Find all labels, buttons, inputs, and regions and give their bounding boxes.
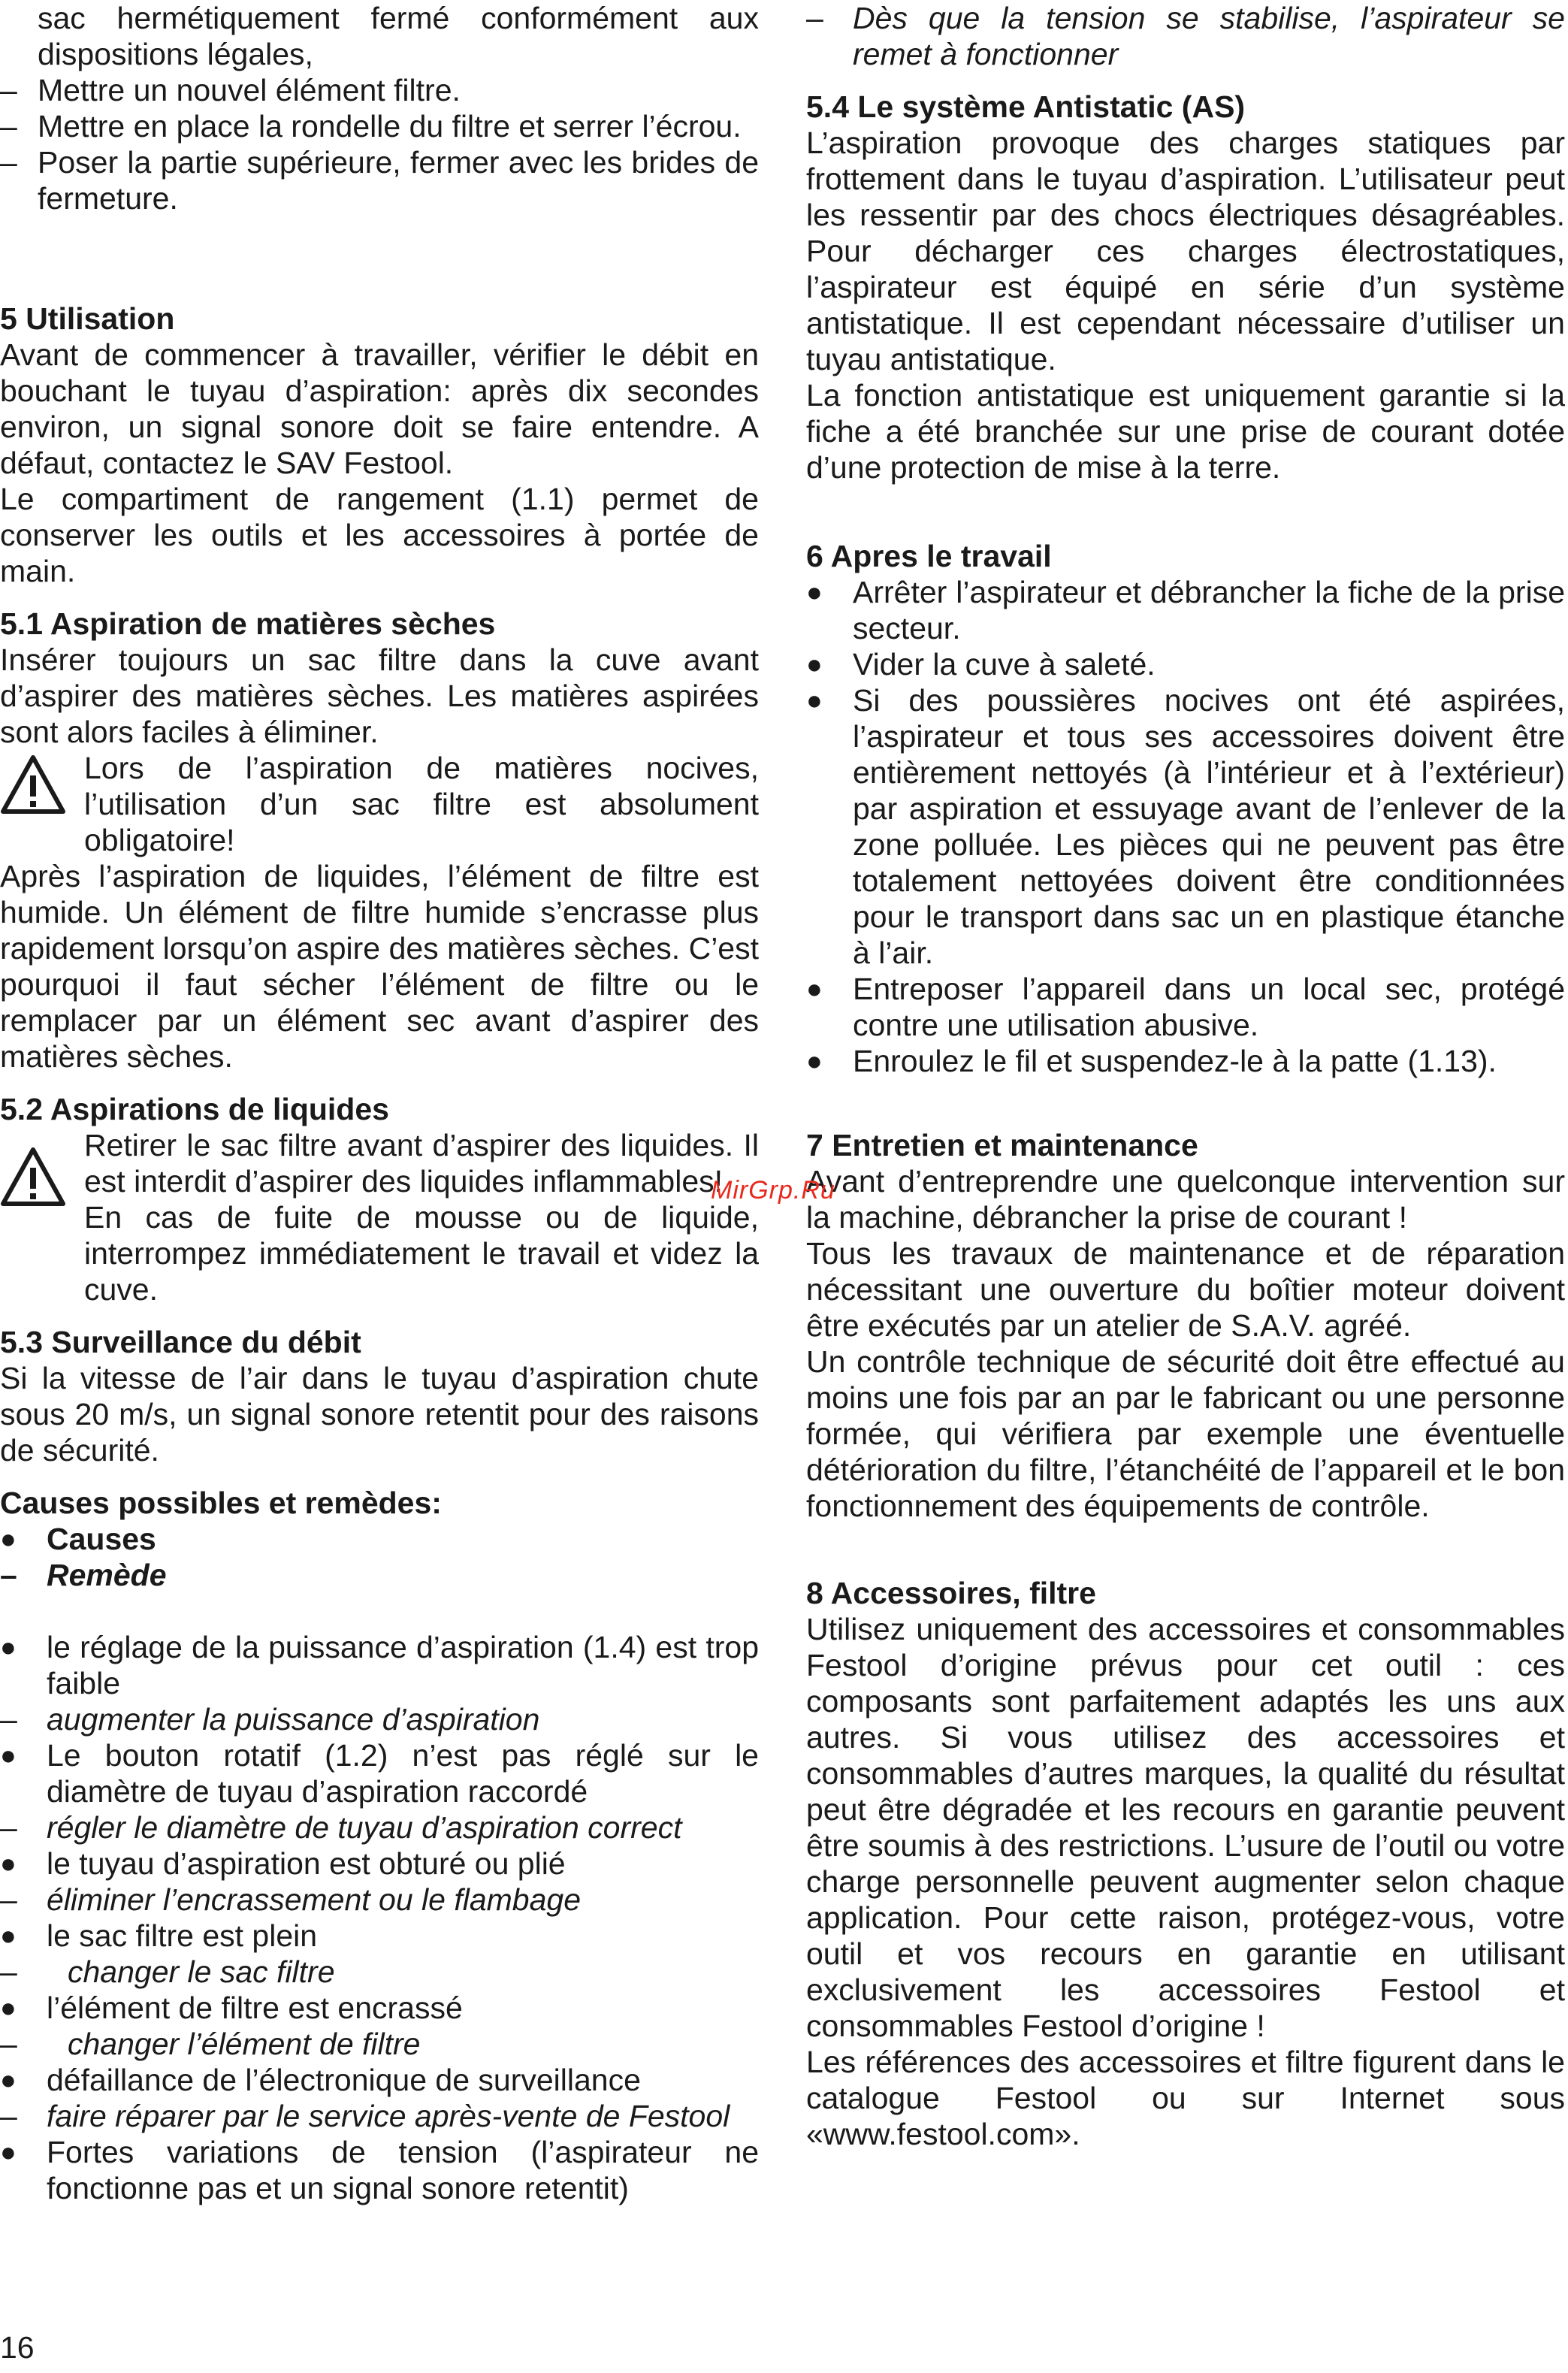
section-5-3-paragraph: Si la vitesse de l’air dans le tuyau d’aspiration chute sous 20 m/s, un signal sonore retentit pour des raisons de sécurité. <box>0 1361 759 1468</box>
cause-item: ● le sac filtre est plein <box>0 1918 759 1954</box>
section-7-paragraph: Avant d’entreprendre une quelconque intervention sur la machine, débrancher la prise de courant ! <box>806 1164 1565 1235</box>
list-item: ● Enroulez le fil et suspendez-le à la patte (1.13). <box>806 1043 1565 1079</box>
remedy-item: – augmenter la puissance d’aspiration <box>0 1701 759 1737</box>
intro-step: – Poser la partie supérieure, fermer avec les brides de fermeture. <box>0 144 759 216</box>
section-7-paragraph: Tous les travaux de maintenance et de réparation nécessitant une ouverture du boîtier moteur doivent être exécutés par un atelier de S.A.V. agréé. <box>806 1236 1565 1343</box>
section-7-paragraph: Un contrôle technique de sécurité doit être effectué au moins une fois par an par le fabricant ou une personne formée, qui vérifiera par exemple une éventuelle détérioration du filtre, l’étanchéité de l’appareil et le bon fonctionnement des équipements de contrôle. <box>806 1344 1565 1523</box>
section-7-title: 7 Entretien et maintenance <box>806 1128 1198 1162</box>
cause-item: ● l’élément de filtre est encrassé <box>0 1990 759 2026</box>
remedy-item: – Dès que la tension se stabilise, l’aspirateur se remet à fonctionner <box>806 0 1565 72</box>
causes-title: Causes possibles et remèdes: <box>0 1486 442 1520</box>
section-5-4-paragraph: L’aspiration provoque des charges statiques par frottement dans le tuyau d’aspiration. L’utilisateur peut les ressentir par des chocs électriques désagréables. Pour décharger ces charges électrostatiques, l’aspirateur est équipé en série d’un système antistatique. Il est cependant nécessaire d’utiliser un tuyau antistatique. <box>806 125 1565 376</box>
remedy-item: – faire réparer par le service après-vente de Festool <box>0 2098 759 2134</box>
right-column <box>806 0 1565 2152</box>
warning-block <box>0 1127 759 1307</box>
list-item: ● Vider la cuve à saleté. <box>806 646 1565 682</box>
legend-causes: ● Causes <box>0 1521 759 1557</box>
section-5-4-paragraph: La fonction antistatique est uniquement garantie si la fiche a été branchée sur une prise de courant dotée d’une protection de mise à la terre. <box>806 378 1565 485</box>
cause-item: ● Fortes variations de tension (l’aspirateur ne fonctionne pas et un signal sonore retentit) <box>0 2134 759 2206</box>
list-item: ● Entreposer l’appareil dans un local sec, protégé contre une utilisation abusive. <box>806 971 1565 1043</box>
intro-step: – Mettre un nouvel élément filtre. <box>0 72 759 108</box>
list-item: ● Arrêter l’aspirateur et débrancher la fiche de la prise secteur. <box>806 574 1565 646</box>
section-5-3-title: 5.3 Surveillance du débit <box>0 1325 361 1359</box>
section-5-2-title: 5.2 Aspirations de liquides <box>0 1092 389 1126</box>
warning-icon <box>0 1127 84 1214</box>
section-5-1-title: 5.1 Aspiration de matières sèches <box>0 606 496 641</box>
section-5-title: 5 Utilisation <box>0 301 175 336</box>
intro-step: – Mettre en place la rondelle du filtre et serrer l’écrou. <box>0 108 759 144</box>
warning-text: Retirer le sac filtre avant d’aspirer des liquides. Il est interdit d’aspirer des liquides inflammables! <box>84 1128 759 1199</box>
remedy-item: – changer le sac filtre <box>0 1954 759 1990</box>
warning-block <box>0 750 759 858</box>
remedy-item: – régler le diamètre de tuyau d’aspiration correct <box>0 1809 759 1845</box>
remedy-item: – éliminer l’encrassement ou le flambage <box>0 1882 759 1918</box>
warning-text: En cas de fuite de mousse ou de liquide, interrompez immédiatement le travail et videz la cuve. <box>84 1200 759 1307</box>
section-8-paragraph: Utilisez uniquement des accessoires et consommables Festool d’origine prévus pour cet outil : ces composants sont parfaitement adaptés les uns aux autres. Si vous utilisez des accessoires et consommables d’autres marques, la qualité du résultat peut être dégradée et les recours en garantie peuvent être soumis à des restrictions. L’usure de l’outil ou votre charge personnelle peuvent augmenter selon chaque application. Pour cette raison, protégez-vous, votre outil et vos recours en garantie en utilisant exclusivement les accessoires Festool et consommables Festool d’origine ! <box>806 1612 1565 2043</box>
remedy-item: – changer l’élément de filtre <box>0 2026 759 2062</box>
list-item: ● Si des poussières nocives ont été aspirées, l’aspirateur et tous ses accessoires doivent être entièrement nettoyés (à l’intérieur et à l’extérieur) par aspiration et essuyage avant de l’enlever de la zone polluée. Les pièces qui ne peuvent pas être totalement nettoyées doivent être conditionnées pour le transport dans sac un en plastique étanche à l’air. <box>806 682 1565 971</box>
section-8-title: 8 Accessoires, filtre <box>806 1576 1096 1610</box>
intro-continuation: sac hermétiquement fermé conformément aux dispositions légales, <box>38 1 759 71</box>
warning-icon <box>0 750 84 822</box>
section-5-1-paragraph: Après l’aspiration de liquides, l’élément de filtre est humide. Un élément de filtre humide s’encrasse plus rapidement lorsqu’on aspire des matières sèches. C’est pourquoi il faut sécher l’élément de filtre ou le remplacer par un élément sec avant d’aspirer des matières sèches. <box>0 859 759 1074</box>
section-8-paragraph: Les références des accessoires et filtre figurent dans le catalogue Festool ou sur Internet sous «www.festool.com». <box>806 2045 1565 2151</box>
section-5-paragraph: Avant de commencer à travailler, vérifier le débit en bouchant le tuyau d’aspiration: après dix secondes environ, un signal sonore doit se faire entendre. A défaut, contactez le SAV Festool. <box>0 337 759 480</box>
section-6-title: 6 Apres le travail <box>806 539 1052 573</box>
cause-item: ● le réglage de la puissance d’aspiration (1.4) est trop faible <box>0 1629 759 1701</box>
cause-item: ● le tuyau d’aspiration est obturé ou plié <box>0 1845 759 1882</box>
section-5-1-paragraph: Insérer toujours un sac filtre dans la cuve avant d’aspirer des matières sèches. Les matières aspirées sont alors faciles à éliminer. <box>0 642 759 749</box>
cause-item: ● défaillance de l’électronique de surveillance <box>0 2062 759 2098</box>
cause-item: ● Le bouton rotatif (1.2) n’est pas réglé sur le diamètre de tuyau d’aspiration raccordé <box>0 1737 759 1809</box>
section-5-paragraph: Le compartiment de rangement (1.1) permet de conserver les outils et les accessoires à portée de main. <box>0 482 759 588</box>
legend-remedy: – Remède <box>0 1557 759 1593</box>
warning-text: Lors de l’aspiration de matières nocives, l’utilisation d’un sac filtre est absolument obligatoire! <box>84 751 759 857</box>
section-5-4-title: 5.4 Le système Antistatic (AS) <box>806 89 1246 124</box>
watermark: MirGrp.Ru <box>711 1176 835 1205</box>
page-number: 16 <box>0 2330 35 2365</box>
left-column <box>0 0 759 2206</box>
